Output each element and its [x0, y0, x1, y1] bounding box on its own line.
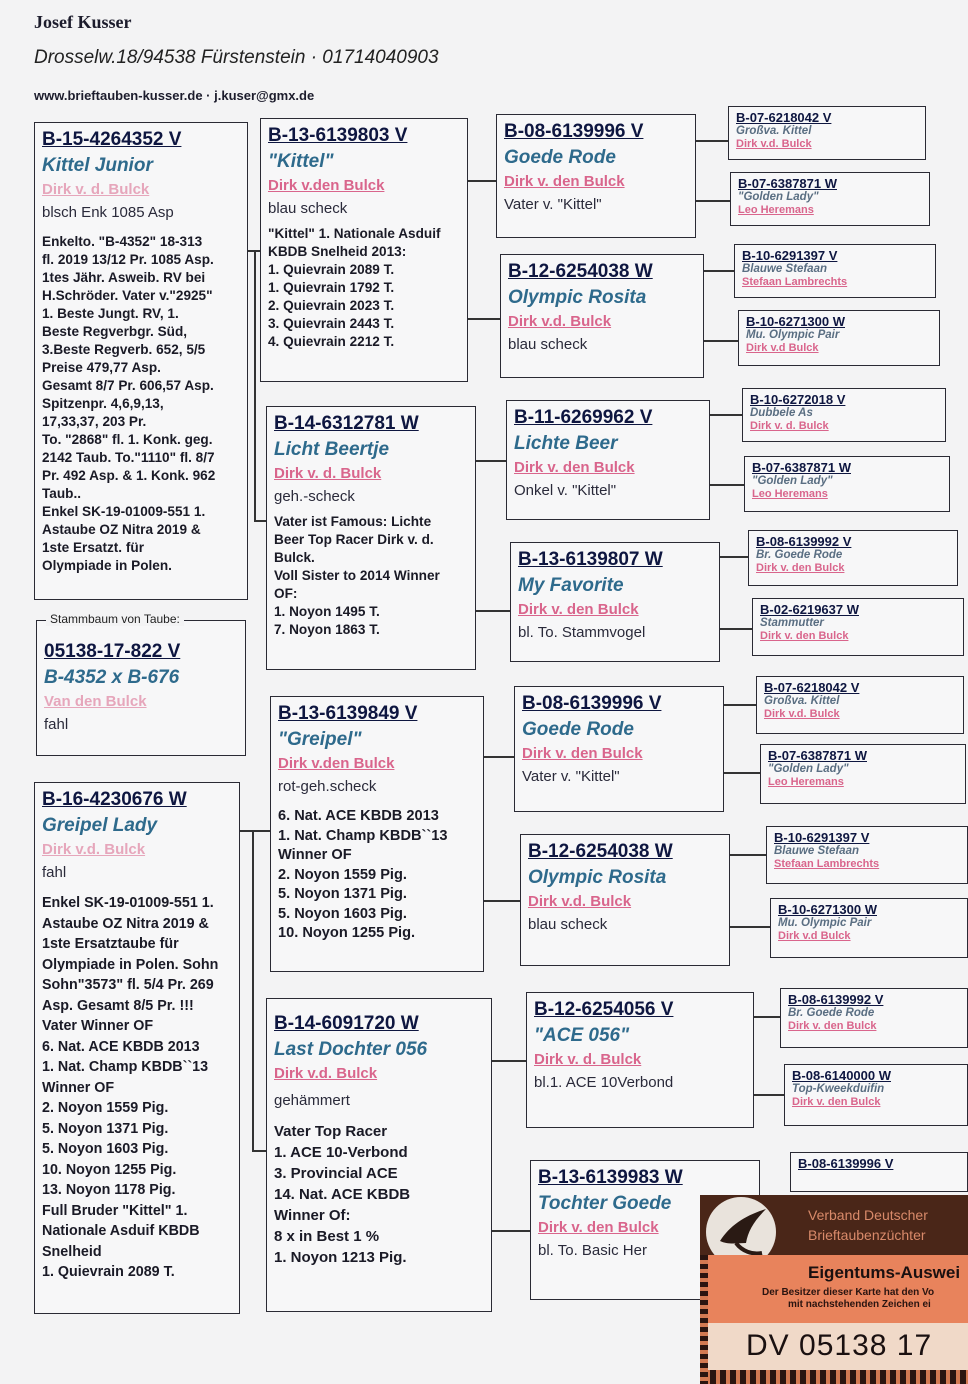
notes: Vater Top Racer 1. ACE 10-Verbond 3. Provincial ACE 14. Nat. ACE KBDB Winner Of: 8 x in Best 1 % 1. Noyon 1213 Pig.	[274, 1123, 411, 1266]
pigeon-name: Goede Rode	[522, 719, 634, 740]
pigeon-name: Olympic Rosita	[508, 287, 647, 308]
gen3-box-6	[520, 834, 730, 966]
gen4-box-13	[780, 988, 968, 1048]
breeder: Dirk v.d. Bulck	[42, 841, 146, 858]
connector	[252, 1150, 266, 1152]
pigeon-name: Blauwe Stefaan	[742, 263, 827, 275]
connector	[710, 484, 744, 486]
notes: Vater ist Famous: Lichte Beer Top Racer Dirk v. d. Bulck. Voll Sister to 2014 Winner OF: 1. Noyon 1495 T. 7. Noyon 1863 T.	[274, 514, 440, 637]
breeder: Dirk v. d. Bulck	[750, 420, 829, 432]
connector	[724, 704, 756, 706]
notes: 6. Nat. ACE KBDB 2013 1. Nat. Champ KBDB``13 Winner OF 2. Noyon 1559 Pig. 5. Noyon 1371 Pig. 5. Noyon 1603 Pig. 10. Noyon 1255 Pig.	[278, 808, 448, 941]
breeder: Dirk v. den Bulck	[514, 459, 635, 476]
ring-number: B-08-6139996 V	[504, 121, 644, 142]
breeder: Dirk v. den Bulck	[538, 1219, 659, 1236]
gen4-box-5	[742, 388, 946, 442]
gen4-box-10	[760, 744, 966, 804]
breeder: Dirk v.d. Bulck	[764, 708, 840, 720]
connector	[252, 830, 254, 1150]
pigeon-name: Lichte Beer	[514, 433, 618, 454]
pigeon-name: Kittel Junior	[42, 155, 153, 176]
breeder: Leo Heremans	[752, 488, 828, 500]
gen4-box-6	[744, 456, 950, 512]
ring-number: B-13-6139807 W	[518, 549, 663, 570]
gen2-box-1	[260, 118, 468, 382]
ring-number: B-07-6387871 W	[738, 176, 837, 191]
breeder: Leo Heremans	[768, 776, 844, 788]
color: blau scheck	[508, 336, 588, 353]
ring-number: B-08-6139992 V	[788, 992, 884, 1007]
pigeon-name: Tochter Goede	[538, 1193, 672, 1214]
breeder: Dirk v. den Bulck	[756, 562, 845, 574]
breeder: Dirk v.d. Bulck	[528, 893, 632, 910]
breeder: Dirk v.d Bulck	[778, 930, 851, 942]
breeder: Dirk v.d. Bulck	[274, 1065, 378, 1082]
breeder: Dirk v. d. Bulck	[534, 1051, 642, 1068]
connector	[468, 318, 500, 320]
ownership-card	[700, 1195, 968, 1384]
breeder: Dirk v.d. Bulck	[508, 313, 612, 330]
card-title-band	[700, 1255, 968, 1323]
connector	[696, 140, 728, 142]
ring-number: 05138-17-822 V	[44, 641, 181, 662]
connector	[468, 180, 496, 182]
pigeon-name: "ACE 056"	[534, 1025, 630, 1046]
ring-number: B-08-6140000 W	[792, 1068, 891, 1083]
gen4-box-15	[790, 1152, 968, 1192]
pigeon-name: Großva. Kittel	[764, 695, 840, 707]
connector	[492, 1060, 526, 1062]
color: blsch Enk 1085 Asp	[42, 204, 174, 221]
breeder-address: Drosselw.18/94538 Fürstenstein · 01714040903	[34, 47, 439, 68]
ring-number: B-14-6312781 W	[274, 413, 419, 434]
breeder: Van den Bulck	[44, 693, 147, 710]
gen2-box-4	[266, 998, 492, 1312]
pigeon-name: Goede Rode	[504, 147, 616, 168]
breeder: Dirk v. den Bulck	[760, 630, 849, 642]
ring-number: B-15-4264352 V	[42, 129, 182, 150]
pigeon-name: "Golden Lady"	[738, 191, 819, 203]
pigeon-name: "Kittel"	[268, 151, 334, 172]
color: Vater v. "Kittel"	[522, 768, 620, 785]
breeder: Dirk v. d. Bulck	[274, 465, 382, 482]
color: blau scheck	[528, 916, 608, 933]
ring-number: B-16-4230676 W	[42, 789, 187, 810]
connector	[720, 628, 752, 630]
ring-number: B-10-6271300 W	[746, 314, 845, 329]
pigeon-name: "Golden Lady"	[768, 763, 849, 775]
ring-number: B-07-6218042 V	[736, 110, 832, 125]
breeder: Dirk v.d Bulck	[746, 342, 819, 354]
color: gehämmert	[274, 1092, 350, 1109]
ring-number: B-08-6139992 V	[756, 534, 852, 549]
breeder: Dirk v.d. Bulck	[736, 138, 812, 150]
pigeon-name: Blauwe Stefaan	[774, 845, 859, 857]
connector	[254, 250, 256, 520]
breeder: Dirk v. den Bulck	[518, 601, 639, 618]
connector	[240, 830, 270, 832]
breeder: Dirk v.den Bulck	[278, 755, 395, 772]
gen2-box-2	[266, 406, 476, 670]
gen3-box-2	[500, 254, 704, 378]
pigeon-name: My Favorite	[518, 575, 624, 596]
connector	[730, 926, 770, 928]
pigeon-name: Olympic Rosita	[528, 867, 667, 888]
ring-number: B-10-6291397 V	[742, 248, 838, 263]
stammbaum-title: Stammbaum von Taube:	[46, 612, 184, 626]
color: bl. To. Basic Her	[538, 1242, 647, 1259]
ring-number: B-07-6387871 W	[752, 460, 851, 475]
gen4-box-7	[748, 530, 958, 586]
breeder: Dirk v. den Bulck	[792, 1096, 881, 1108]
color: bl.1. ACE 10Verbond	[534, 1074, 674, 1091]
gen4-box-3	[734, 244, 936, 298]
gen4-box-4	[738, 310, 940, 366]
ring-number: B-08-6139996 V	[798, 1156, 894, 1171]
gen4-box-1	[728, 106, 926, 160]
gen4-box-12	[770, 898, 968, 958]
ring-number: B-11-6269962 V	[514, 407, 653, 428]
gen4-box-9	[756, 676, 964, 734]
gen4-box-14	[784, 1064, 968, 1126]
connector	[730, 854, 766, 856]
ring-number: B-02-6219637 W	[760, 602, 859, 617]
connector	[704, 270, 734, 272]
main-pigeon-box	[34, 122, 248, 600]
connector	[724, 772, 760, 774]
color: geh.-scheck	[274, 488, 355, 505]
pigeon-name: Licht Beertje	[274, 439, 390, 460]
ring-number: B-12-6254056 V	[534, 999, 674, 1020]
pigeon-name: B-4352 x B-676	[44, 667, 180, 688]
pigeon-name: Mu. Olympic Pair	[746, 329, 840, 341]
gen4-box-8	[752, 598, 964, 656]
gen4-box-11	[766, 826, 968, 884]
connector	[476, 610, 510, 612]
breeder: Dirk v. d. Bulck	[42, 181, 150, 198]
color: bl. To. Stammvogel	[518, 624, 646, 641]
color: blau scheck	[268, 200, 348, 217]
ring-number: B-13-6139849 V	[278, 703, 418, 724]
connector	[704, 340, 738, 342]
pigeon-name: Br. Goede Rode	[756, 549, 843, 561]
pigeon-name: Dubbele As	[750, 407, 813, 419]
connector	[484, 756, 514, 758]
ring-number: B-10-6291397 V	[774, 830, 870, 845]
ring-number: B-08-6139996 V	[522, 693, 662, 714]
notes: Enkel SK-19-01009-551 1. Astaube OZ Nitra 2019 & 1ste Ersatztaube für Olympiade in Polen. Sohn Sohn"3573" fl. 5/4 Pr. 269 Asp. Gesamt 8/5 Pr. !!! Vater Winner OF 6. Nat. ACE KBDB 2013 1. Nat. Champ KBDB``13 Winner OF 2. Noyon 1559 Pig. 5. Noyon 1371 Pig. 5. Noyon 1603 Pig. 10. Noyon 1255 Pig. 13. Noyon 1178 Pig. Full Bruder "Kittel" 1. Nationale Asduif KBDB Snelheid 1. Quievrain 2089 T.	[42, 895, 219, 1280]
breeder-web: www.brieftauben-kusser.de · j.kuser@gmx.de	[34, 88, 315, 103]
pigeon-name: Greipel Lady	[42, 815, 158, 836]
card-subtitle: Der Besitzer dieser Karte hat den Vo mit nachstehenden Zeichen ei	[762, 1287, 935, 1310]
pigeon-name: "Golden Lady"	[752, 475, 833, 487]
gen3-box-7	[526, 992, 754, 1128]
card-title: Eigentums-Auswei	[808, 1263, 961, 1282]
stammbaum-box	[36, 620, 246, 756]
gen2-box-3	[270, 696, 484, 972]
connector	[492, 1230, 530, 1232]
gen3-box-4	[510, 542, 720, 662]
pigeon-name: Br. Goede Rode	[788, 1007, 875, 1019]
ring-number: B-12-6254038 W	[528, 841, 673, 862]
pigeon-name: "Greipel"	[278, 729, 362, 750]
card-number-band	[700, 1323, 968, 1384]
gen3-box-5	[514, 686, 724, 812]
notes: "Kittel" 1. Nationale Asduif KBDB Snelheid 2013: 1. Quievrain 2089 T. 1. Quievrain 1792 T. 2. Quievrain 2023 T. 3. Quievrain 2443 T. 4. Quievrain 2212 T.	[268, 226, 441, 349]
breeder: Leo Heremans	[738, 204, 814, 216]
gen3-box-1	[496, 114, 696, 238]
pigeon-name: Großva. Kittel	[736, 125, 812, 137]
notes: Enkelto. "B-4352" 18-313 fl. 2019 13/12 Pr. 1085 Asp. 1tes Jähr. Asweib. RV bei H.Schröder. Vater v."2925" 1. Beste Jungt. RV, 1. Beste Regverbgr. Süd, 3.Beste Regverb. 652, 5/5 Preise 479,77 Asp. Gesamt 8/7 Pr. 606,57 Asp. Spitzenpr. 4,6,9,13, 17,33,37, 203 Pr. To. "2868" fl. 1. Konk. geg. 2142 Taub. To."1110" fl. 8/7 Pr. 492 Asp. & 1. Konk. 962 Taub.. Enkel SK-19-01009-551 1. Astaube OZ Nitra 2019 & 1ste Ersatzt. für Olympiade in Polen.	[42, 234, 216, 573]
card-side-stripe	[700, 1255, 708, 1384]
connector	[254, 520, 266, 522]
color: rot-geh.scheck	[278, 778, 377, 795]
connector	[476, 460, 506, 462]
ring-number: B-14-6091720 W	[274, 1013, 419, 1034]
breeder: Dirk v. den Bulck	[522, 745, 643, 762]
card-number: DV 05138 17	[746, 1329, 933, 1362]
gen4-box-2	[730, 172, 930, 226]
pigeon-name: Mu. Olympic Pair	[778, 917, 872, 929]
card-stripe	[700, 1370, 968, 1384]
card-org: Verband Deutscher Brieftaubenzüchter	[808, 1207, 928, 1243]
pigeon-name: Last Dochter 056	[274, 1039, 428, 1060]
ring-number: B-07-6218042 V	[764, 680, 860, 695]
pigeon-name: Top-Kweekduifin	[792, 1083, 885, 1095]
connector	[484, 900, 520, 902]
color: Vater v. "Kittel"	[504, 196, 602, 213]
pigeon-name: Stammutter	[760, 617, 824, 629]
ring-number: B-07-6387871 W	[768, 748, 867, 763]
ring-number: B-10-6271300 W	[778, 902, 877, 917]
connector	[754, 1016, 780, 1018]
breeder: Stefaan Lambrechts	[742, 276, 848, 288]
color: Onkel v. "Kittel"	[514, 482, 617, 499]
breeder: Dirk v.den Bulck	[268, 177, 385, 194]
dam-pigeon-box	[34, 782, 240, 1314]
ring-number: B-13-6139983 W	[538, 1167, 683, 1188]
ring-number: B-13-6139803 V	[268, 125, 408, 146]
breeder-name: Josef Kusser	[34, 12, 132, 32]
color: fahl	[44, 716, 69, 733]
gen3-box-3	[506, 400, 710, 520]
breeder: Stefaan Lambrechts	[774, 858, 880, 870]
connector	[710, 414, 742, 416]
ring-number: B-12-6254038 W	[508, 261, 653, 282]
color: fahl	[42, 864, 67, 881]
connector	[696, 200, 730, 202]
connector	[754, 1094, 784, 1096]
breeder: Dirk v. den Bulck	[504, 173, 625, 190]
breeder: Dirk v. den Bulck	[788, 1020, 877, 1032]
connector	[720, 556, 748, 558]
ring-number: B-10-6272018 V	[750, 392, 846, 407]
